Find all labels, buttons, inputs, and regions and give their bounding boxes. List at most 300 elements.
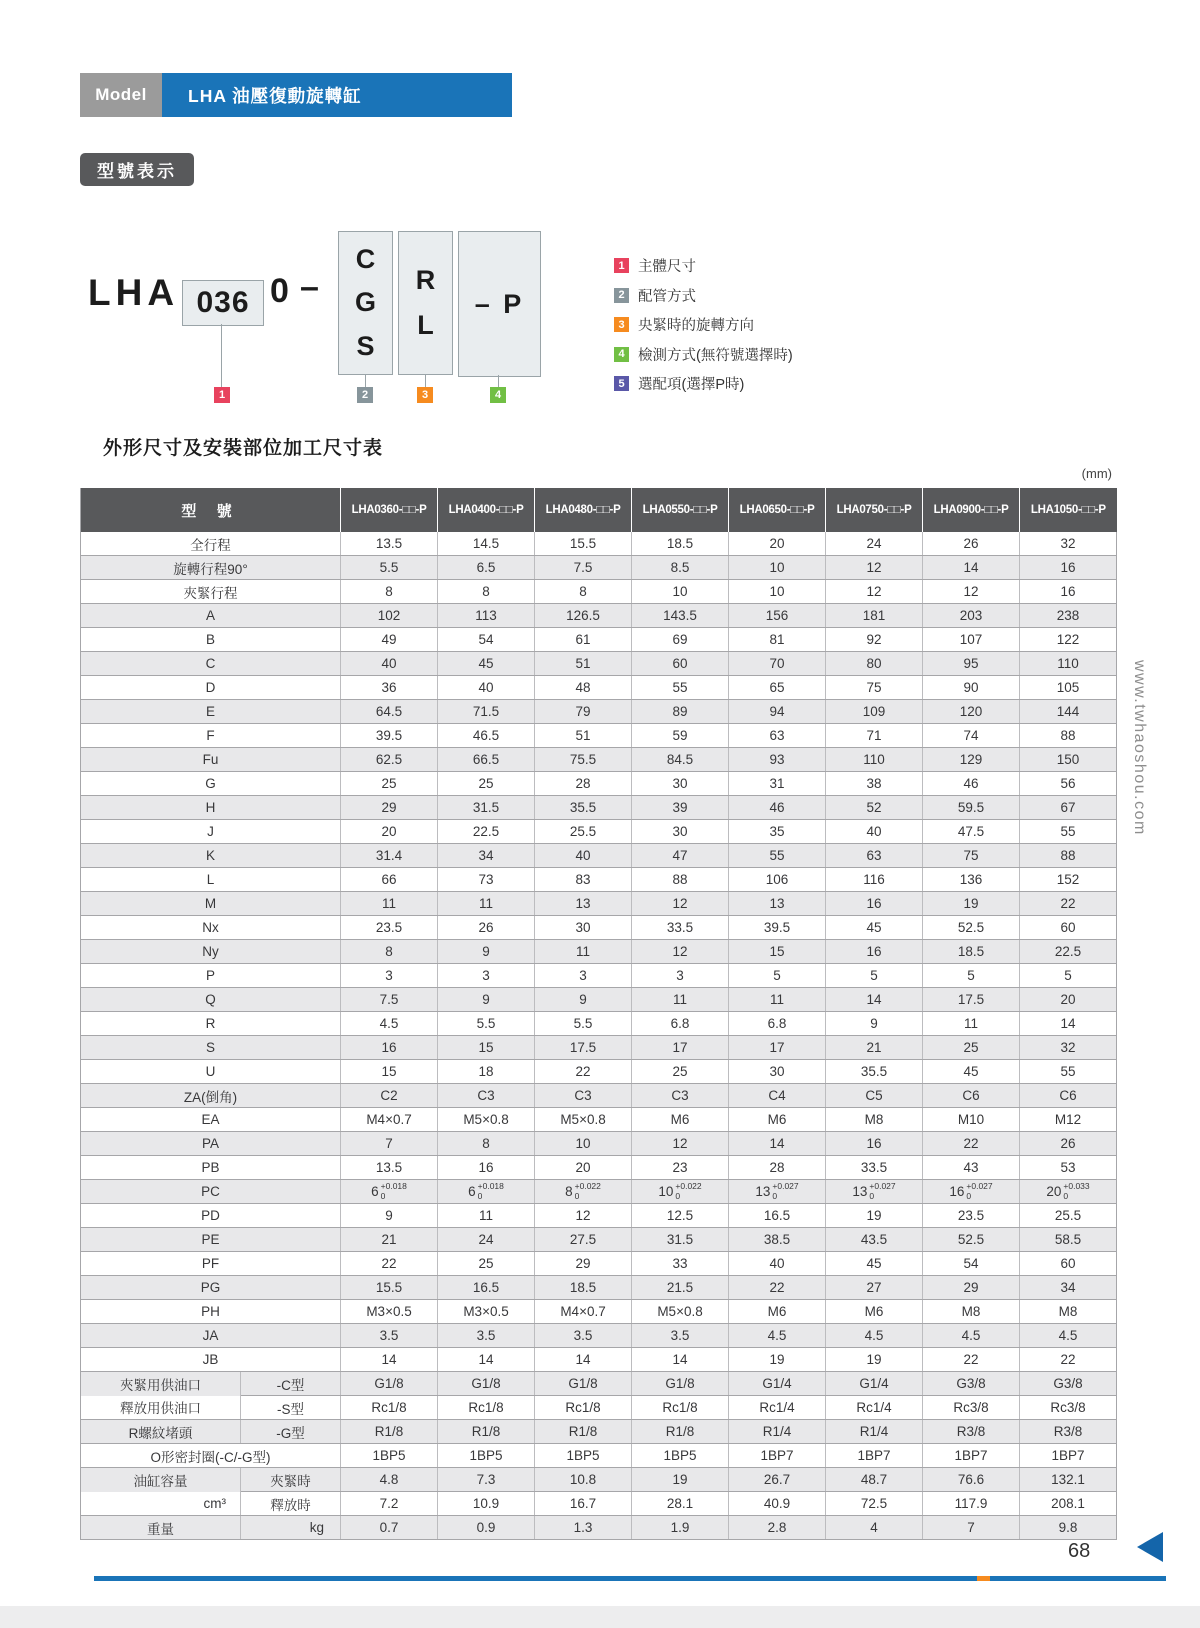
cell: 156 — [729, 604, 826, 628]
unit-note: (mm) — [1081, 466, 1112, 481]
tolerance-value: 8 — [565, 1184, 573, 1199]
cell: 40 — [826, 820, 923, 844]
cell: 5.5 — [341, 556, 438, 580]
legend-item-label: 央緊時的旋轉方向 — [638, 318, 754, 334]
column-header: LHA0360-□□-P — [341, 488, 438, 532]
cell: 17.5 — [923, 988, 1020, 1012]
cell: 16 — [438, 1156, 535, 1180]
cell: 53 — [1020, 1156, 1117, 1180]
cell: 79 — [535, 700, 632, 724]
cell: R3/8 — [1020, 1420, 1117, 1444]
cell: 26 — [923, 532, 1020, 556]
cell: 23.5 — [341, 916, 438, 940]
cell: M12 — [1020, 1108, 1117, 1132]
cell: 120 — [923, 700, 1020, 724]
cell: 116 — [826, 868, 923, 892]
cell: C4 — [729, 1084, 826, 1108]
cell: Rc1/8 — [341, 1396, 438, 1420]
row-label: B — [81, 628, 341, 652]
cell: 15 — [438, 1036, 535, 1060]
cell: 0.7 — [341, 1516, 438, 1540]
cell — [1020, 1180, 1117, 1204]
p-option: – P — [474, 288, 525, 319]
cell: C5 — [826, 1084, 923, 1108]
cell: 22.5 — [438, 820, 535, 844]
cell: 48 — [535, 676, 632, 700]
cell: 10 — [535, 1132, 632, 1156]
cell: 60 — [1020, 1252, 1117, 1276]
cell: 126.5 — [535, 604, 632, 628]
cell: R3/8 — [923, 1420, 1020, 1444]
table-header-row — [81, 488, 1117, 532]
cell: 22 — [1020, 1348, 1117, 1372]
table-row — [81, 1084, 1117, 1108]
cell: 136 — [923, 868, 1020, 892]
table-row — [81, 772, 1117, 796]
cell: 144 — [1020, 700, 1117, 724]
cell: 45 — [826, 916, 923, 940]
table-row — [81, 820, 1117, 844]
cell: 40 — [341, 652, 438, 676]
cell: 46.5 — [438, 724, 535, 748]
cell: 107 — [923, 628, 1020, 652]
cell: 26 — [1020, 1132, 1117, 1156]
cell: C3 — [632, 1084, 729, 1108]
row-label: M — [81, 892, 341, 916]
cell: 14 — [729, 1132, 826, 1156]
cell: 27 — [826, 1276, 923, 1300]
cell: 36 — [341, 676, 438, 700]
cell: 31.5 — [632, 1228, 729, 1252]
tolerance-limits — [381, 1182, 407, 1201]
tolerance-upper: +0.033 — [1063, 1181, 1090, 1192]
cell: 7 — [341, 1132, 438, 1156]
footer-line — [94, 1576, 1166, 1581]
cell: 22.5 — [1020, 940, 1117, 964]
cell: 19 — [826, 1204, 923, 1228]
cell: 0.9 — [438, 1516, 535, 1540]
cell — [341, 1180, 438, 1204]
cell: 47.5 — [923, 820, 1020, 844]
table-row — [81, 1156, 1117, 1180]
cell: 4.8 — [341, 1468, 438, 1492]
cell: 106 — [729, 868, 826, 892]
cell: 8 — [438, 1132, 535, 1156]
cell: 1BP7 — [923, 1444, 1020, 1468]
cell: 43 — [923, 1156, 1020, 1180]
cell: 21 — [341, 1228, 438, 1252]
cell: 52 — [826, 796, 923, 820]
cell: 10.9 — [438, 1492, 535, 1516]
row-label: PE — [81, 1228, 341, 1252]
cell: M6 — [729, 1108, 826, 1132]
row-sublabel: -S型 — [241, 1396, 341, 1420]
table-row — [81, 868, 1117, 892]
cell: 55 — [632, 676, 729, 700]
row-label: JB — [81, 1348, 341, 1372]
column-header: LHA0750-□□-P — [826, 488, 923, 532]
tolerance-limits — [1063, 1182, 1089, 1201]
cell: 8 — [341, 580, 438, 604]
cell: 110 — [826, 748, 923, 772]
cell: 16 — [826, 892, 923, 916]
legend-item — [614, 347, 793, 362]
cell: 16.5 — [729, 1204, 826, 1228]
nav-triangle-icon — [1137, 1532, 1163, 1562]
table-row — [81, 844, 1117, 868]
cell: 93 — [729, 748, 826, 772]
table-row — [81, 1516, 1117, 1540]
cell: 90 — [923, 676, 1020, 700]
cell: 73 — [438, 868, 535, 892]
cell — [632, 1180, 729, 1204]
cell: M8 — [1020, 1300, 1117, 1324]
cell: 5.5 — [535, 1012, 632, 1036]
table-row — [81, 604, 1117, 628]
row-label: H — [81, 796, 341, 820]
cell: 30 — [632, 772, 729, 796]
cell: 3.5 — [535, 1324, 632, 1348]
dimensions-table — [80, 488, 1117, 1540]
cell: 34 — [438, 844, 535, 868]
row-label: C — [81, 652, 341, 676]
tolerance-value: 6 — [468, 1184, 476, 1199]
cell: 11 — [341, 892, 438, 916]
dimensions-table-wrap — [80, 488, 1117, 1540]
table-row — [81, 1228, 1117, 1252]
cell: M6 — [826, 1300, 923, 1324]
row-label: G — [81, 772, 341, 796]
cell: 38 — [826, 772, 923, 796]
column-header: LHA0900-□□-P — [923, 488, 1020, 532]
cell: Rc3/8 — [1020, 1396, 1117, 1420]
cell: 4.5 — [923, 1324, 1020, 1348]
table-row — [81, 676, 1117, 700]
cell: M4×0.7 — [535, 1300, 632, 1324]
marker-2: 2 — [357, 387, 373, 403]
cell: 14 — [1020, 1012, 1117, 1036]
cell: 13.5 — [341, 1156, 438, 1180]
cell: 13 — [729, 892, 826, 916]
cell: 23.5 — [923, 1204, 1020, 1228]
cell: 31.4 — [341, 844, 438, 868]
cell: M4×0.7 — [341, 1108, 438, 1132]
cell: 35.5 — [826, 1060, 923, 1084]
tolerance-limits — [575, 1182, 601, 1201]
tolerance-upper: +0.027 — [966, 1181, 993, 1192]
cell: 40 — [729, 1252, 826, 1276]
cell: 69 — [632, 628, 729, 652]
footer-accent — [977, 1576, 990, 1581]
table-row — [81, 1372, 1117, 1396]
table-row — [81, 748, 1117, 772]
tolerance-limits — [675, 1182, 701, 1201]
cell: 7 — [923, 1516, 1020, 1540]
cell: M3×0.5 — [341, 1300, 438, 1324]
cell: 47 — [632, 844, 729, 868]
cell: Rc1/8 — [438, 1396, 535, 1420]
cell: 33.5 — [826, 1156, 923, 1180]
cell: 66 — [341, 868, 438, 892]
tolerance-limits — [478, 1182, 504, 1201]
cell: 12 — [632, 892, 729, 916]
cell: 15 — [729, 940, 826, 964]
cell: 70 — [729, 652, 826, 676]
cell: 22 — [923, 1132, 1020, 1156]
connector-line — [221, 324, 222, 387]
table-row — [81, 1108, 1117, 1132]
cell: 35 — [729, 820, 826, 844]
table-row — [81, 1180, 1117, 1204]
cell: C6 — [923, 1084, 1020, 1108]
cell: 74 — [923, 724, 1020, 748]
page-bottom-edge — [0, 1606, 1200, 1628]
cell: 89 — [632, 700, 729, 724]
cell: 30 — [729, 1060, 826, 1084]
cell: 150 — [1020, 748, 1117, 772]
cell: 28.1 — [632, 1492, 729, 1516]
cell — [438, 1180, 535, 1204]
cell: 15.5 — [341, 1276, 438, 1300]
cell: 54 — [438, 628, 535, 652]
connector-line — [498, 375, 499, 387]
cell: 11 — [923, 1012, 1020, 1036]
cell: 5 — [1020, 964, 1117, 988]
cell: R1/8 — [535, 1420, 632, 1444]
cell: 5 — [826, 964, 923, 988]
tolerance-limits — [869, 1182, 895, 1201]
legend-item — [614, 258, 793, 273]
tolerance-upper: +0.027 — [869, 1181, 896, 1192]
legend-item-label: 選配項(選擇P時) — [638, 377, 745, 393]
row-label: PB — [81, 1156, 341, 1180]
cell: C6 — [1020, 1084, 1117, 1108]
tolerance-value: 20 — [1046, 1184, 1062, 1199]
product-title-bar — [162, 73, 512, 117]
cell: 10 — [729, 580, 826, 604]
cell: 88 — [1020, 844, 1117, 868]
table-row — [81, 1036, 1117, 1060]
row-label: 油缸容量 — [81, 1468, 241, 1492]
row-sublabel: 夾緊時 — [241, 1468, 341, 1492]
table-row — [81, 556, 1117, 580]
model-tag — [80, 73, 162, 117]
cell: 88 — [632, 868, 729, 892]
cell: 16.7 — [535, 1492, 632, 1516]
table-row — [81, 916, 1117, 940]
row-label: R — [81, 1012, 341, 1036]
cell: 1BP5 — [632, 1444, 729, 1468]
cell: 181 — [826, 604, 923, 628]
cell: 13.5 — [341, 532, 438, 556]
cell: 9 — [826, 1012, 923, 1036]
cell: 1BP5 — [535, 1444, 632, 1468]
cell: 22 — [1020, 892, 1117, 916]
cell: 26.7 — [729, 1468, 826, 1492]
cell: 2.8 — [729, 1516, 826, 1540]
cell: 33.5 — [632, 916, 729, 940]
cell: 15.5 — [535, 532, 632, 556]
cell: 22 — [729, 1276, 826, 1300]
cell: Rc1/4 — [729, 1396, 826, 1420]
cell: M5×0.8 — [438, 1108, 535, 1132]
cell: Rc3/8 — [923, 1396, 1020, 1420]
row-label: P — [81, 964, 341, 988]
cell: 60 — [1020, 916, 1117, 940]
piping-option-g: G — [354, 287, 376, 318]
cell: 12 — [923, 580, 1020, 604]
cell: 3 — [632, 964, 729, 988]
legend-marker: 5 — [614, 376, 629, 391]
cell: 12.5 — [632, 1204, 729, 1228]
cell: 238 — [1020, 604, 1117, 628]
cell: 4.5 — [341, 1012, 438, 1036]
table-title: 外形尺寸及安裝部位加工尺寸表 — [103, 438, 384, 459]
cell: 25 — [438, 772, 535, 796]
cell: 19 — [923, 892, 1020, 916]
cell: 32 — [1020, 1036, 1117, 1060]
row-label: PG — [81, 1276, 341, 1300]
cell: 20 — [341, 820, 438, 844]
cell: M5×0.8 — [535, 1108, 632, 1132]
row-label: 夾緊用供油口 — [81, 1372, 241, 1396]
cell: 9 — [438, 940, 535, 964]
row-label: U — [81, 1060, 341, 1084]
cell: 8 — [341, 940, 438, 964]
row-label: 旋轉行程90° — [81, 556, 341, 580]
cell: R1/4 — [729, 1420, 826, 1444]
cell: 94 — [729, 700, 826, 724]
table-row — [81, 1204, 1117, 1228]
cell: M5×0.8 — [632, 1300, 729, 1324]
row-label: PF — [81, 1252, 341, 1276]
cell: 25 — [438, 1252, 535, 1276]
cell: 18.5 — [632, 532, 729, 556]
model-header-bar — [80, 73, 512, 117]
column-header-model-label: 型 號 — [81, 488, 341, 532]
table-row — [81, 724, 1117, 748]
row-label: 釋放用供油口 — [81, 1396, 241, 1420]
cell: 8.5 — [632, 556, 729, 580]
tolerance-lower: 0 — [1063, 1190, 1069, 1201]
row-label: Fu — [81, 748, 341, 772]
row-label: PC — [81, 1180, 341, 1204]
cell: 3.5 — [632, 1324, 729, 1348]
column-header: LHA0480-□□-P — [535, 488, 632, 532]
rotation-options-box — [398, 231, 453, 375]
row-label: EA — [81, 1108, 341, 1132]
cell: 72.5 — [826, 1492, 923, 1516]
table-row — [81, 1252, 1117, 1276]
row-label: cm³ — [81, 1492, 241, 1516]
cell: 14 — [826, 988, 923, 1012]
cell: 1BP7 — [826, 1444, 923, 1468]
cell: 1.3 — [535, 1516, 632, 1540]
tolerance-upper: +0.018 — [380, 1181, 407, 1192]
cell: R1/8 — [341, 1420, 438, 1444]
table-row — [81, 1012, 1117, 1036]
column-header: LHA0650-□□-P — [729, 488, 826, 532]
model-prefix: LHA — [88, 272, 180, 313]
column-header: LHA1050-□□-P — [1020, 488, 1117, 532]
cell: 33 — [632, 1252, 729, 1276]
cell: 59 — [632, 724, 729, 748]
cell: G1/8 — [535, 1372, 632, 1396]
row-label: R螺紋堵頭 — [81, 1420, 241, 1444]
cell: 203 — [923, 604, 1020, 628]
tolerance-lower: 0 — [869, 1190, 875, 1201]
row-label: JA — [81, 1324, 341, 1348]
legend-item-label: 主體尺寸 — [638, 259, 696, 275]
tolerance-upper: +0.022 — [675, 1181, 702, 1192]
cell: 51 — [535, 652, 632, 676]
cell: 12 — [826, 580, 923, 604]
cell: 11 — [632, 988, 729, 1012]
tolerance-lower: 0 — [966, 1190, 972, 1201]
tolerance-upper: +0.027 — [772, 1181, 799, 1192]
row-sublabel: -C型 — [241, 1372, 341, 1396]
legend-marker: 3 — [614, 317, 629, 332]
cell: 14 — [923, 556, 1020, 580]
section-badge-label: 型號表示 — [97, 162, 177, 181]
cell: 18.5 — [923, 940, 1020, 964]
cell: 31 — [729, 772, 826, 796]
tolerance-lower: 0 — [772, 1190, 778, 1201]
cell: 7.3 — [438, 1468, 535, 1492]
piping-option-s: S — [356, 330, 375, 361]
row-label: D — [81, 676, 341, 700]
cell: 7.5 — [341, 988, 438, 1012]
cell: G1/4 — [729, 1372, 826, 1396]
row-label: 全行程 — [81, 532, 341, 556]
cell: 24 — [826, 532, 923, 556]
cell: 3 — [438, 964, 535, 988]
row-label: 夾緊行程 — [81, 580, 341, 604]
tolerance-lower: 0 — [574, 1190, 580, 1201]
dash: – — [300, 268, 319, 306]
cell: 25 — [632, 1060, 729, 1084]
cell: 1BP7 — [1020, 1444, 1117, 1468]
cell: R1/8 — [438, 1420, 535, 1444]
cell: 52.5 — [923, 1228, 1020, 1252]
cell: 132.1 — [1020, 1468, 1117, 1492]
cell: 29 — [341, 796, 438, 820]
cell: 1.9 — [632, 1516, 729, 1540]
cell: 143.5 — [632, 604, 729, 628]
legend-marker: 1 — [614, 258, 629, 273]
cell: G1/8 — [341, 1372, 438, 1396]
cell: 83 — [535, 868, 632, 892]
page-number: 68 — [1068, 1540, 1091, 1562]
column-header: LHA0550-□□-P — [632, 488, 729, 532]
row-label: PD — [81, 1204, 341, 1228]
cell: 5.5 — [438, 1012, 535, 1036]
cell: 13 — [535, 892, 632, 916]
cell: 7.2 — [341, 1492, 438, 1516]
row-label: L — [81, 868, 341, 892]
row-label: 重量 — [81, 1516, 241, 1540]
cell: 40 — [438, 676, 535, 700]
row-label: PA — [81, 1132, 341, 1156]
table-row — [81, 964, 1117, 988]
cell: Rc1/4 — [826, 1396, 923, 1420]
tolerance-upper: +0.018 — [477, 1181, 504, 1192]
cell: Rc1/8 — [535, 1396, 632, 1420]
cell: 16 — [1020, 556, 1117, 580]
cell: M8 — [826, 1108, 923, 1132]
cell: 109 — [826, 700, 923, 724]
cell: 14 — [632, 1348, 729, 1372]
